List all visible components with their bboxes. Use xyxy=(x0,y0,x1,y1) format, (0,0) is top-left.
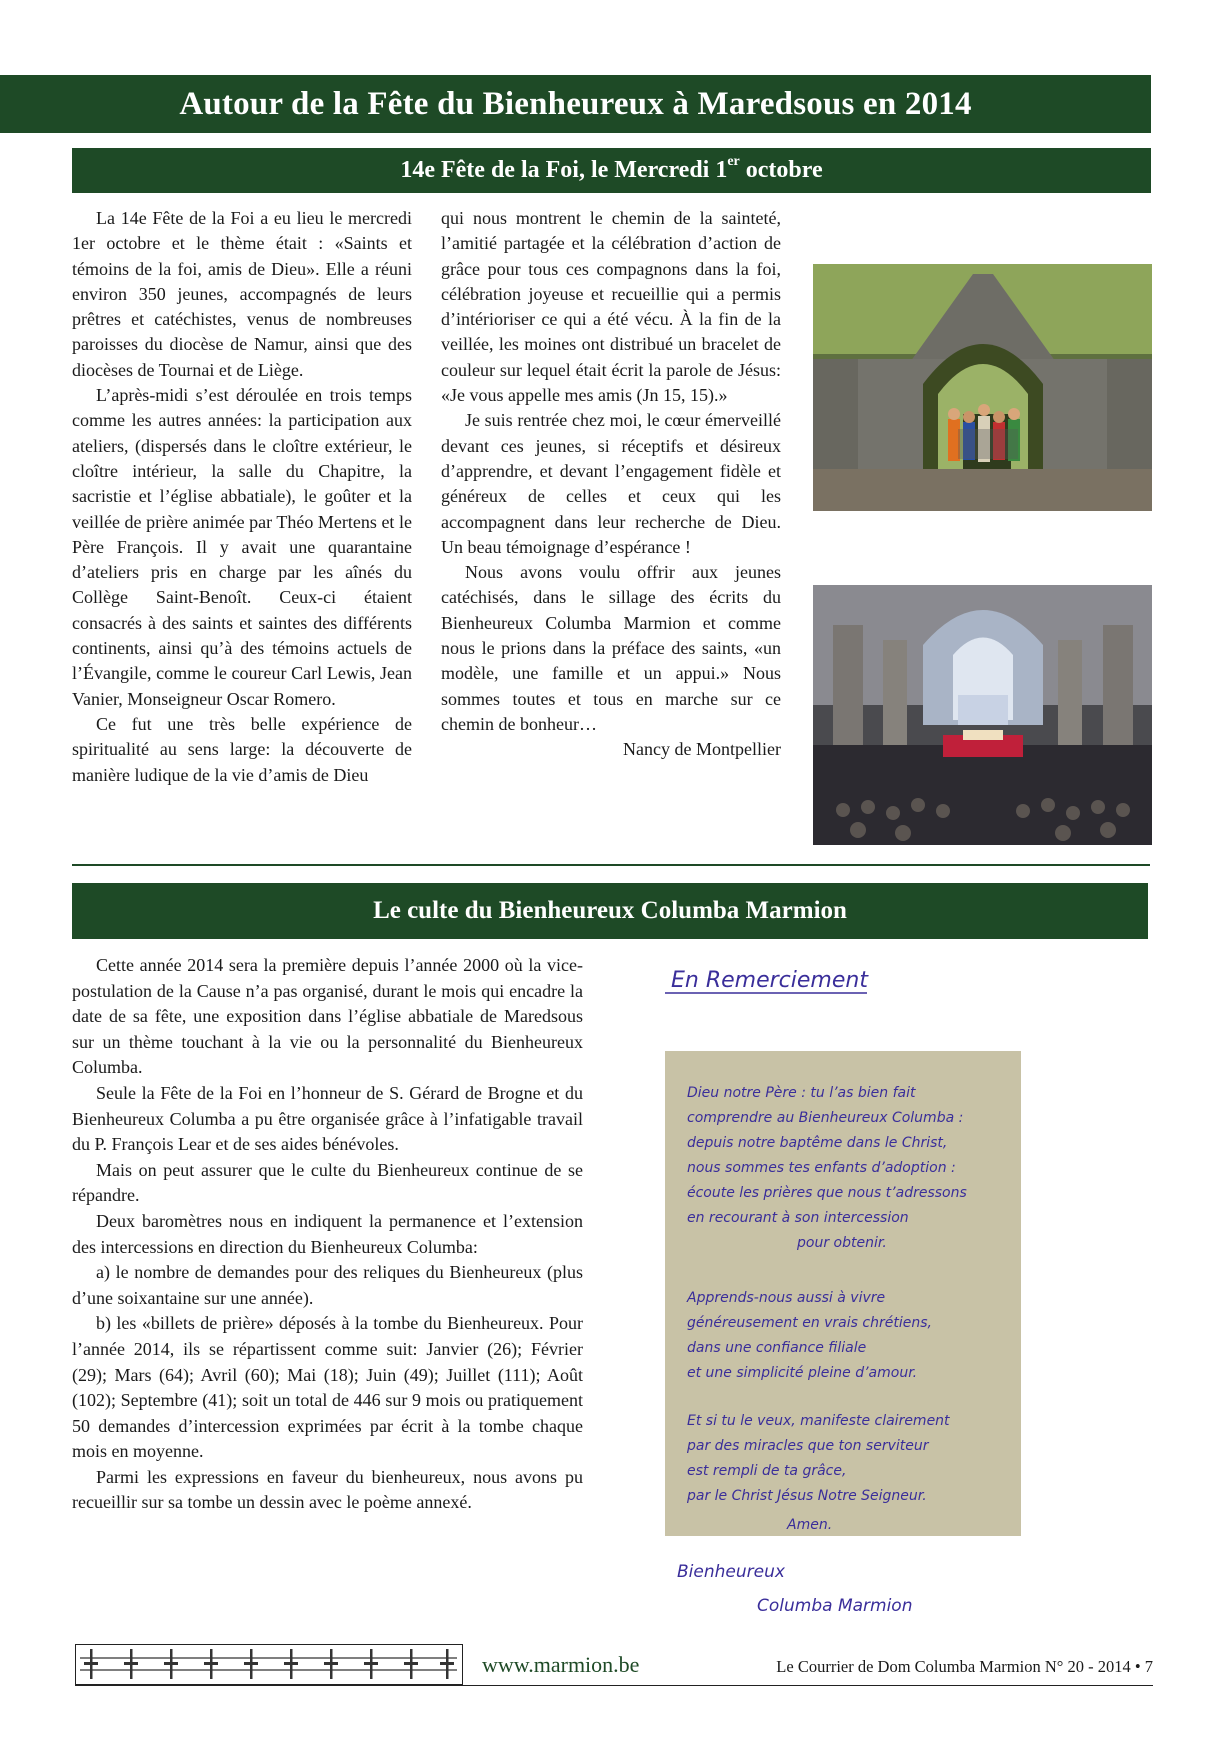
article-column-1 xyxy=(72,206,412,788)
poem-line: dans une confiance filiale xyxy=(687,1340,867,1356)
poem-line: écoute les prières que nous t’adressons xyxy=(687,1185,967,1201)
footer-issue-info: Le Courrier de Dom Columba Marmion N° 20 - 2014 • 7 xyxy=(776,1657,1153,1676)
article-column-3 xyxy=(72,953,583,1516)
abbey-church-photo xyxy=(813,585,1152,845)
paragraph: b) les «billets de prière» déposés à la tombe du Bienheureux. Pour l’année 2014, ils se répartissent comme suit: Janvier (26); Février (29); Mars (64); Avril (60); Mai (18); Juin (49); Juillet (111); Août (102); Septembre (41); soit un total de 446 sur 9 mois ou pratiquement 50 demandes d’intercession exprimées par écrit à la tombe chaque mois en moyenne. xyxy=(72,1313,583,1462)
poem-line: nous sommes tes enfants d’adoption : xyxy=(687,1160,956,1176)
section-divider xyxy=(72,864,1150,866)
article-title: 14e Fête de la Foi, le Mercredi 1er octobre xyxy=(400,154,823,183)
paragraph: a) le nombre de demandes pour des reliques du Bienheureux (plus d’une soixantaine sur une année). xyxy=(72,1262,583,1308)
handwritten-heading: En Remerciement xyxy=(671,968,868,993)
page-title-banner xyxy=(0,75,1151,133)
section-title-banner xyxy=(72,883,1148,939)
author-signature: Nancy de Montpellier xyxy=(623,739,781,760)
paragraph: Seule la Fête de la Foi en l’honneur de S. Gérard de Brogne et du Bienheureux Columba a pu être organisée grâce à l’infatigable travail du P. François Lear et de ses aides bénévoles. xyxy=(72,1082,583,1155)
paragraph: L’après-midi s’est déroulée en trois temps comme les autres années: la participation aux ateliers, (dispersés dans le cloître extérieur, le cloître intérieur, la salle du Chapitre, la sacristie et l’église abbatiale), le goûter et la veillée de prière animée par Théo Mertens et le Père François. Il y avait une quarantaine d’ateliers pris en charge par les aînés du Collège Saint-Benoît. Ceux-ci étaient consacrés à des saints et saintes des différents continents, ainsi qu’à des témoins actuels de l’Évangile, comme le coureur Carl Lewis, Jean Vanier, Monseigneur Oscar Romero. xyxy=(72,385,412,709)
footer-ornament xyxy=(75,1644,463,1685)
footer-website-link[interactable]: www.marmion.be xyxy=(482,1652,640,1677)
poem-line: par le Christ Jésus Notre Seigneur. xyxy=(687,1488,927,1504)
paragraph: La 14e Fête de la Foi a eu lieu le mercredi 1er octobre et le thème était : «Saints et témoins de la foi, amis de Dieu». Elle a réuni environ 350 jeunes, accompagnés de leurs prêtres et catéchistes, venus de nombreuses paroisses du diocèse de Namur, ainsi que des diocèses de Tournai et de Liège. xyxy=(72,208,412,380)
poem-line: par des miracles que ton serviteur xyxy=(687,1438,929,1454)
paragraph: Ce fut une très belle expérience de spiritualité au sens large: la découverte de manière ludique de la vie d’amis de Dieu xyxy=(72,713,412,785)
poem-line: Dieu notre Père : tu l’as bien fait xyxy=(687,1085,916,1101)
poem-line: en recourant à son intercession xyxy=(687,1210,909,1226)
poem-line: pour obtenir. xyxy=(797,1235,887,1251)
poem-line: comprendre au Bienheureux Columba : xyxy=(687,1110,964,1126)
poem-line: généreusement en vrais chrétiens, xyxy=(687,1315,932,1331)
poem-line: et une simplicité pleine d’amour. xyxy=(687,1365,918,1381)
poem-line: Amen. xyxy=(787,1517,833,1533)
poem-line: Et si tu le veux, manifeste clairement xyxy=(687,1413,950,1429)
article-column-2 xyxy=(441,206,781,763)
paragraph: Mais on peut assurer que le culte du Bienheureux continue de se répandre. xyxy=(72,1159,583,1206)
handwritten-signature-2: Columba Marmion xyxy=(757,1596,913,1616)
footer-rule xyxy=(75,1685,1153,1686)
handwritten-signature-1: Bienheureux xyxy=(677,1562,785,1582)
poem-line: est rempli de ta grâce, xyxy=(687,1463,847,1479)
section-title: Le culte du Bienheureux Columba Marmion xyxy=(373,897,847,924)
page-title: Autour de la Fête du Bienheureux à Maredsous en 2014 xyxy=(179,85,972,122)
handwritten-poem-image xyxy=(647,957,1121,1633)
poem-line: depuis notre baptême dans le Christ, xyxy=(687,1135,948,1151)
paragraph: Deux baromètres nous en indiquent la permanence et l’extension des intercessions en direction du Bienheureux Columba: xyxy=(72,1210,583,1257)
abbey-gate-photo xyxy=(813,264,1152,511)
paragraph: Nous avons voulu offrir aux jeunes catéchisés, dans le sillage des écrits du Bienheureux Columba Marmion et comme nous le prions dans la préface des saints, «un modèle, une famille et un appui.» Nous sommes toutes et tous en marche sur ce chemin de bonheur… xyxy=(441,562,781,734)
poem-line: Apprends-nous aussi à vivre xyxy=(687,1290,886,1306)
paragraph: Parmi les expressions en faveur du bienheureux, nous avons pu recueillir sur sa tombe un dessin avec le poème annexé. xyxy=(72,1466,583,1513)
article-title-banner xyxy=(72,148,1151,193)
paragraph: Cette année 2014 sera la première depuis l’année 2000 où la vice-postulation de la Cause n’a pas organisé, durant le mois qui encadre la date de sa fête, une exposition dans l’église abbatiale de Maredsous sur un thème touchant à la vie ou la personnalité du Bienheureux Columba. xyxy=(72,955,583,1078)
paragraph-continuation: qui nous montrent le chemin de la sainteté, l’amitié partagée et la célébration d’action de grâce pour tous ces compagnons dans la foi, célébration joyeuse et recueillie qui a permis d’intérioriser ce qui a été vécu. À la fin de la veillée, les moines ont distribué un bracelet de couleur sur lequel était écrit la parole de Jésus: «Je vous appelle mes amis (Jn 15, 15).» xyxy=(441,208,781,406)
paragraph: Je suis rentrée chez moi, le cœur émerveillé devant ces jeunes, si réceptifs et désireux d’apprendre, et devant l’engagement fidèle et généreux de celles et ceux qui les accompagnent dans leur recherche de Dieu. Un beau témoignage d’espérance ! xyxy=(441,410,781,557)
